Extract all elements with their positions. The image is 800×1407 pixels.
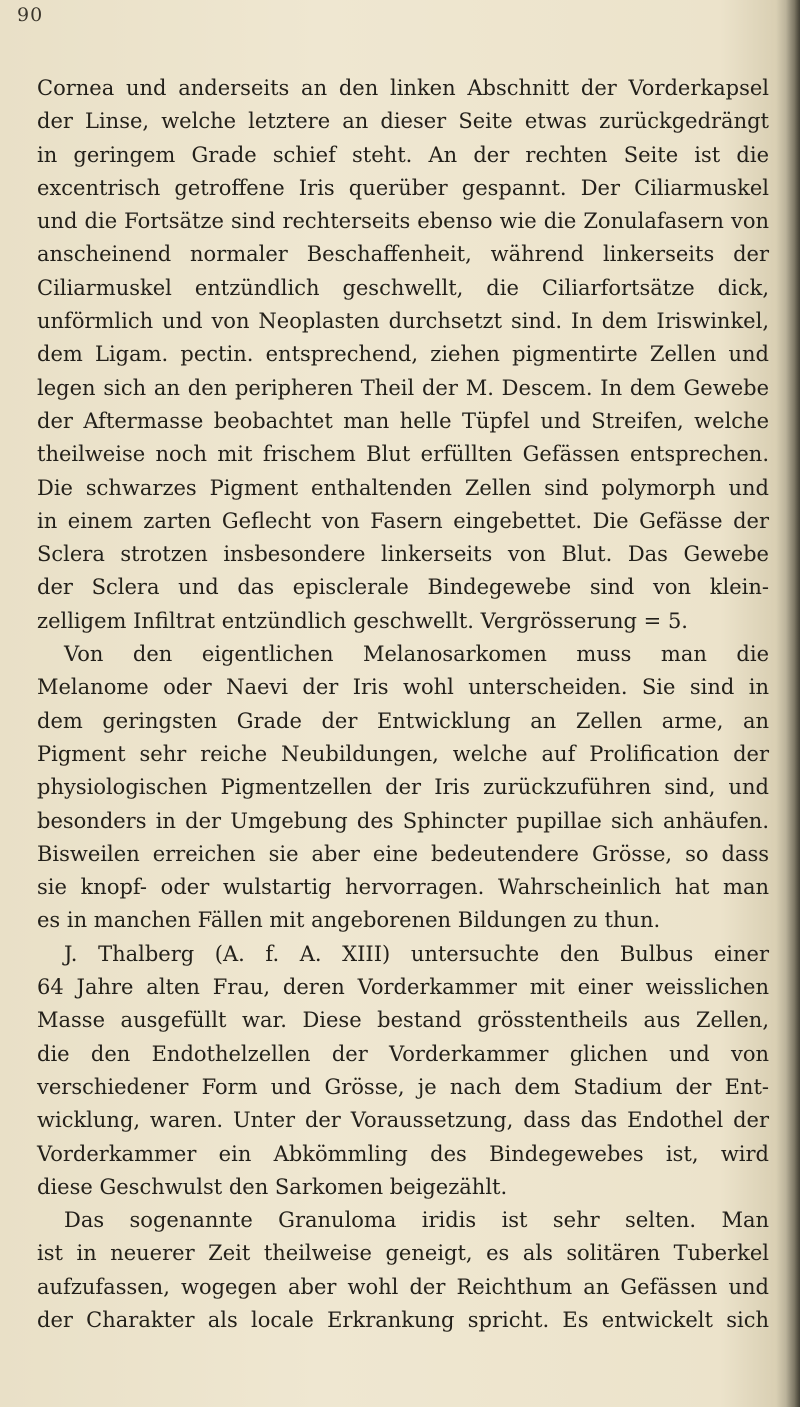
text-line: in geringem Grade schief steht. An der rechten Seite ist die — [37, 142, 769, 167]
text-line: excentrisch getroffene Iris querüber gespannt. Der Ciliarmuskel — [37, 175, 769, 200]
text-line: Vorderkammer ein Abkömmling des Bindegewebes ist, wird — [37, 1141, 769, 1166]
text-line: sie knopf- oder wulstartig hervorragen. Wahrscheinlich hat man — [37, 875, 769, 900]
text-line: Melanome oder Naevi der Iris wohl unterscheiden. Sie sind in — [37, 675, 769, 700]
text-line: Bisweilen erreichen sie aber eine bedeutendere Grösse, so dass — [37, 841, 769, 866]
text-line: Cornea und anderseits an den linken Abschnitt der Vorderkapsel — [37, 76, 769, 100]
text-line: wicklung, waren. Unter der Voraussetzung, dass das Endothel der — [37, 1108, 769, 1133]
text-line: Das sogenannte Granuloma iridis ist sehr selten. Man — [64, 1208, 769, 1233]
text-line: ist in neuerer Zeit theilweise geneigt, es als solitären Tuberkel — [37, 1241, 769, 1266]
text-line: Die schwarzes Pigment enthaltenden Zellen sind polymorph und — [37, 475, 769, 500]
page-edge-shadow — [786, 0, 800, 1407]
page-number: 90 — [17, 4, 44, 26]
text-line: anscheinend normaler Beschaffenheit, während linkerseits der — [37, 242, 769, 267]
text-line: und die Fortsätze sind rechterseits ebenso wie die Zonulafasern von — [37, 209, 769, 234]
text-line: Von den eigentlichen Melanosarkomen muss man die — [64, 642, 769, 667]
text-line: theilweise noch mit frischem Blut erfüllten Gefässen entsprechen. — [37, 442, 769, 467]
text-line: der Sclera und das episclerale Bindegewebe sind von klein- — [37, 575, 769, 600]
text-line: besonders in der Umgebung des Sphincter pupillae sich anhäufen. — [37, 808, 769, 833]
text-line: zelligem Infiltrat entzündlich geschwellt. Vergrösserung = 5. — [37, 608, 688, 633]
text-line: es in manchen Fällen mit angeborenen Bildungen zu thun. — [37, 908, 661, 933]
text-line: legen sich an den peripheren Theil der M. Descem. In dem Gewebe — [37, 375, 769, 400]
text-line: aufzufassen, wogegen aber wohl der Reichthum an Gefässen und — [37, 1274, 769, 1299]
text-line: der Linse, welche letztere an dieser Seite etwas zurückgedrängt — [37, 109, 769, 134]
text-line: die den Endothelzellen der Vorderkammer glichen und von — [37, 1041, 769, 1066]
text-line: in einem zarten Geflecht von Fasern eingebettet. Die Gefässe der — [37, 508, 769, 533]
text-line: der Charakter als locale Erkrankung spricht. Es entwickelt sich — [37, 1307, 769, 1332]
body-text — [37, 72, 769, 1337]
text-line: verschiedener Form und Grösse, je nach dem Stadium der Ent- — [37, 1074, 769, 1099]
text-line: 64 Jahre alten Frau, deren Vorderkammer mit einer weisslichen — [37, 975, 769, 1000]
text-line: dem geringsten Grade der Entwicklung an Zellen arme, an — [37, 708, 769, 733]
text-line: der Aftermasse beobachtet man helle Tüpfel und Streifen, welche — [37, 408, 769, 433]
text-line: Pigment sehr reiche Neubildungen, welche auf Prolification der — [37, 741, 769, 766]
text-line: physiologischen Pigmentzellen der Iris zurückzuführen sind, und — [37, 775, 769, 800]
text-line: Ciliarmuskel entzündlich geschwellt, die Ciliarfortsätze dick, — [37, 275, 769, 300]
text-line: dem Ligam. pectin. entsprechend, ziehen pigmentirte Zellen und — [37, 342, 769, 367]
text-line: diese Geschwulst den Sarkomen beigezählt. — [37, 1174, 508, 1199]
text-line: unförmlich und von Neoplasten durchsetzt sind. In dem Iriswinkel, — [37, 309, 769, 334]
text-line: Sclera strotzen insbesondere linkerseits von Blut. Das Gewebe — [37, 542, 769, 567]
text-line: Masse ausgefüllt war. Diese bestand grösstentheils aus Zellen, — [37, 1008, 769, 1033]
text-line: J. Thalberg (A. f. A. XIII) untersuchte den Bulbus einer — [64, 941, 769, 966]
